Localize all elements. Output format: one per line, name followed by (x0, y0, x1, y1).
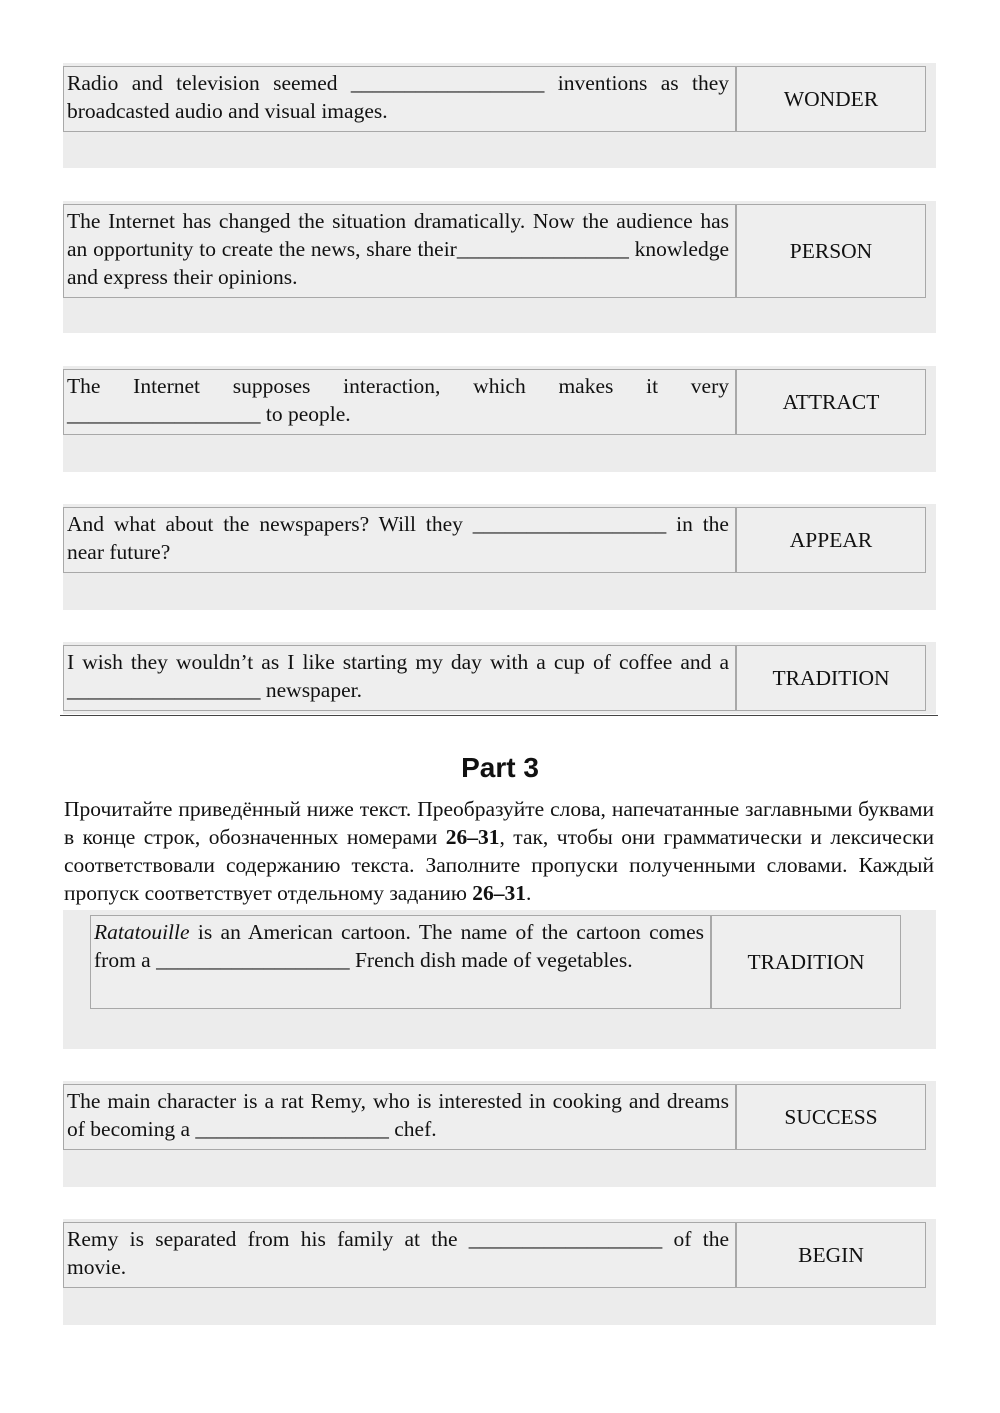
task-range: 26–31 (445, 825, 500, 849)
exercise-item (63, 1081, 936, 1187)
keyword: TRADITION (772, 665, 890, 690)
answer-blank[interactable]: __________________ (472, 512, 667, 536)
sentence: I wish they wouldn’t as I like starting my day with a cup of coffee and a __________________ newspaper. (64, 646, 737, 710)
exercise-row (63, 645, 926, 711)
answer-blank[interactable]: __________________ (156, 948, 350, 972)
answer-blank[interactable]: __________________ (67, 402, 261, 426)
instructions: Прочитайте приведённый ниже текст. Преобразуйте слова, напечатанные заглавными буквами в конце строк, обозначенных номерами 26–31, так, чтобы они грамматически и лексически соответствовали содержанию текста. Заполните пропуски полученными словами. Каждый пропуск соответствует отдельному заданию 26–31. (64, 797, 934, 905)
keyword: WONDER (783, 86, 879, 111)
answer-blank[interactable]: __________________ (350, 71, 545, 95)
sentence: The Internet has changed the situation dramatically. Now the audience has an opportunity to create the news, share their________________ knowledge and express their opinions. (64, 205, 737, 297)
exercise-row (63, 1222, 926, 1288)
exercise-item (63, 910, 936, 1049)
sentence: The main character is a rat Remy, who is interested in cooking and dreams of becoming a __________________ chef. (64, 1085, 737, 1149)
exercise-row (63, 507, 926, 573)
answer-blank[interactable]: __________________ (67, 678, 261, 702)
sentence: Radio and television seemed __________________ inventions as they broadcasted audio and visual images. (64, 67, 737, 131)
exercise-row (63, 1084, 926, 1150)
exercise-row (90, 915, 901, 1009)
keyword: TRADITION (747, 949, 865, 974)
sentence: The Internet supposes interaction, which makes it very __________________ to people. (64, 370, 737, 434)
exercise-row (63, 369, 926, 435)
exercise-item (63, 366, 936, 472)
part-title: Part 3 (461, 752, 539, 783)
sentence: Ratatouille is an American cartoon. The name of the cartoon comes from a __________________ French dish made of vegetables. (91, 916, 712, 1008)
exercise-row (63, 66, 926, 132)
exercise-row (63, 204, 926, 298)
exercise-item (63, 201, 936, 333)
answer-blank[interactable]: __________________ (195, 1117, 389, 1141)
exercise-item (63, 63, 936, 168)
cartoon-title: Ratatouille (94, 920, 190, 944)
exercise-item (63, 1219, 936, 1325)
sentence: And what about the newspapers? Will they __________________ in the near future? (64, 508, 737, 572)
task-range: 26–31 (472, 881, 527, 905)
exercise-item (63, 504, 936, 610)
keyword: ATTRACT (782, 389, 880, 414)
keyword: SUCCESS (784, 1104, 878, 1129)
exercise-item (63, 642, 936, 714)
answer-blank[interactable]: __________________ (468, 1227, 663, 1251)
answer-blank[interactable]: ________________ (456, 237, 629, 261)
keyword: PERSON (789, 238, 873, 263)
section-divider (60, 715, 938, 716)
keyword: BEGIN (798, 1242, 864, 1267)
sentence: Remy is separated from his family at the __________________ of the movie. (64, 1223, 737, 1287)
keyword: APPEAR (789, 527, 873, 552)
